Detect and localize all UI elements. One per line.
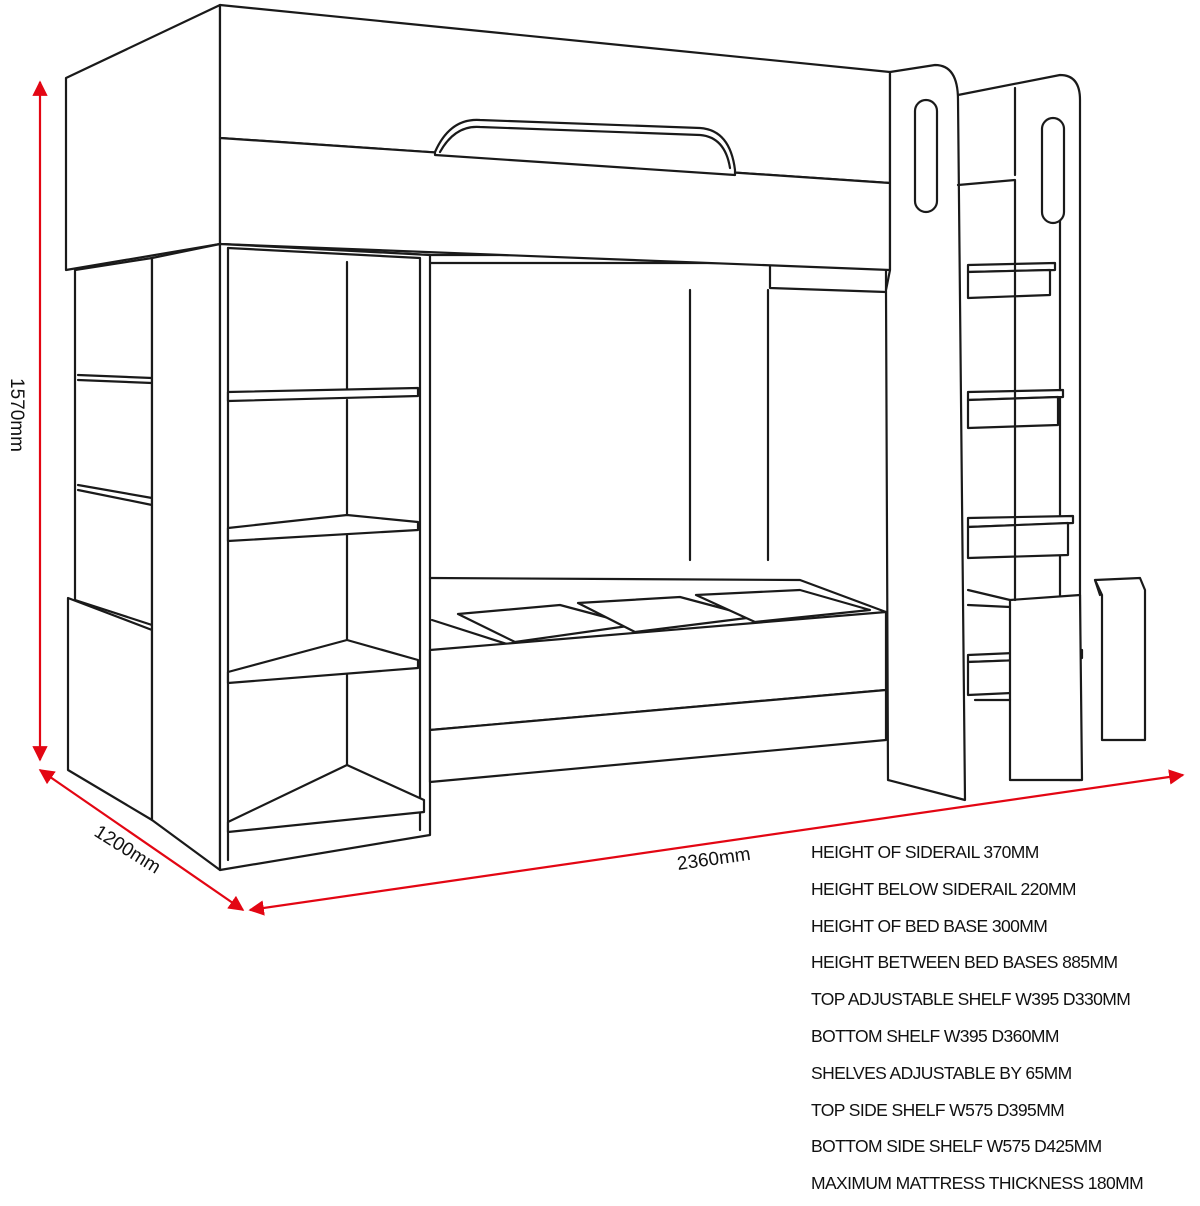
spec-item: HEIGHT OF SIDERAIL 370MM (811, 842, 1039, 862)
spec-item: HEIGHT OF BED BASE 300MM (811, 915, 1048, 936)
spec-item: HEIGHT BELOW SIDERAIL 220MM (811, 878, 1076, 899)
spec-item: SHELVES ADJUSTABLE BY 65MM (811, 1062, 1072, 1083)
spec-item: MAXIMUM MATTRESS THICKNESS 180MM (811, 1173, 1144, 1194)
spec-item: TOP SIDE SHELF W575 D395MM (811, 1099, 1065, 1120)
spec-item: BOTTOM SIDE SHELF W575 D425MM (811, 1136, 1102, 1157)
top-bunk (220, 5, 890, 270)
spec-list (811, 838, 1196, 1206)
spec-item: BOTTOM SHELF W395 D360MM (811, 1025, 1059, 1046)
height-label: 1570mm (6, 378, 27, 452)
depth-label: 1200mm (90, 821, 165, 879)
ladder-handle-icon (915, 100, 937, 212)
lower-bunk (430, 578, 886, 782)
back-ladder-handle-icon (1042, 118, 1064, 223)
bookcase (152, 244, 430, 870)
spec-item: HEIGHT BETWEEN BED BASES 885MM (811, 952, 1118, 973)
left-side-shelves (68, 258, 152, 820)
width-label: 2360mm (675, 843, 752, 875)
spec-item: TOP ADJUSTABLE SHELF W395 D330MM (811, 989, 1131, 1010)
